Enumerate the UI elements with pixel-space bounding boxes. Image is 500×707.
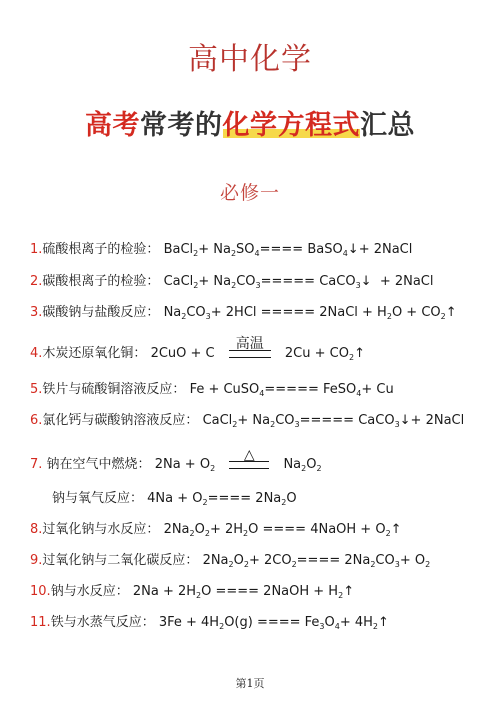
equation-row-1 xyxy=(30,240,412,260)
equation-formula: $2Na + 2H_2O$ ==== 2NaOH + $H_2↑$ xyxy=(132,584,355,600)
item-number: 2. xyxy=(30,274,43,289)
item-number: 4. xyxy=(30,346,43,361)
equation-formula: $3Fe + 4H_2O(g)$ ==== $Fe_3O_4+$ $4H_2↑$ xyxy=(158,615,389,631)
equation-formula-right: $2Cu + CO_2↑$ xyxy=(284,346,365,362)
equation-row-8 xyxy=(30,520,402,540)
headline-part-4: 汇总 xyxy=(360,110,415,141)
equation-formula-left: $2Na + O_2$ xyxy=(154,457,216,473)
equation-row-6 xyxy=(30,411,464,431)
item-number: 6. xyxy=(30,413,43,428)
equation-row-5 xyxy=(30,380,394,400)
equation-formula: $2Na_2O_2+ 2H_2O$ ==== 4NaOH + $O_2↑$ xyxy=(163,522,402,538)
item-label: 氯化钙与碳酸钠溶液反应： xyxy=(42,413,199,428)
item-number: 5. xyxy=(30,382,43,397)
item-number: 1. xyxy=(30,242,43,257)
equation-formula: BaCl$_2$+ $Na_2SO_4====$ BaSO$_4$↓+ 2NaCl xyxy=(163,242,413,258)
headline-part-1: 高考 xyxy=(85,110,140,141)
item-label: 硫酸根离子的检验： xyxy=(42,242,160,257)
item-label: 铁与水蒸气反应： xyxy=(50,615,155,630)
equation-formula: CaCl$_2$+ $Na_2CO_3=====$ CaCO$_3$↓+ 2NaCl xyxy=(202,413,465,429)
item-number: 9. xyxy=(30,553,43,568)
page-footer: 第1页 xyxy=(235,677,265,690)
equation-row-9 xyxy=(30,551,430,571)
equation-row-3 xyxy=(30,303,457,323)
item-number: 11. xyxy=(30,615,51,630)
page-title: 高中化学 xyxy=(188,42,312,77)
item-label: 碳酸钠与盐酸反应： xyxy=(42,305,160,320)
item-number: 10. xyxy=(30,584,51,599)
condition-marker xyxy=(229,335,271,358)
item-number: 3. xyxy=(30,305,43,320)
item-label: 过氧化钠与二氧化碳反应： xyxy=(42,553,199,568)
equation-formula-left: 2CuO + C xyxy=(150,346,215,361)
condition-marker xyxy=(229,446,269,469)
equation-row-4 xyxy=(30,335,365,364)
equation-formula-right: $Na_2O_2$ xyxy=(283,457,322,473)
equation-row-7 xyxy=(30,446,322,475)
headline-highlight: 化学方程式 xyxy=(222,110,360,141)
equation-row-11 xyxy=(30,613,389,633)
condition-text: 高温 xyxy=(235,335,264,352)
equation-row-10 xyxy=(30,582,354,602)
section-title: 必修一 xyxy=(219,182,280,204)
equation-formula: Fe + CuSO$_4$===== FeSO$_4$+ Cu xyxy=(189,382,394,398)
equation-row-7b xyxy=(52,489,297,509)
equation-row-2 xyxy=(30,272,434,292)
item-label: 碳酸根离子的检验： xyxy=(42,274,160,289)
item-label: 钠与水反应： xyxy=(50,584,129,599)
item-label: 钠与氧气反应： xyxy=(52,491,144,506)
item-label: 木炭还原氧化铜： xyxy=(42,346,147,361)
condition-text: △ xyxy=(243,446,255,463)
item-label: 铁片与硫酸铜溶液反应： xyxy=(42,382,186,397)
item-number: 7. xyxy=(30,457,43,472)
headline-part-2: 常考的 xyxy=(140,110,223,141)
item-label: 钠在空气中燃烧： xyxy=(46,457,151,472)
item-number: 8. xyxy=(30,522,43,537)
equation-formula: $4Na + O_2==== 2Na_2O$ xyxy=(147,491,297,507)
equation-formula: $Na_2CO_3+ 2HCl$ ===== 2NaCl + $H_2O$ + $CO_2↑$ xyxy=(163,305,457,321)
item-label: 过氧化钠与水反应： xyxy=(42,522,160,537)
equation-formula: CaCl$_2$+ $Na_2CO_3=====$ CaCO$_3$↓ + 2NaCl xyxy=(163,274,434,290)
equation-formula: $2Na_2O_2+ 2CO_2==== 2Na_2CO_3+ O_2$ xyxy=(202,553,431,569)
